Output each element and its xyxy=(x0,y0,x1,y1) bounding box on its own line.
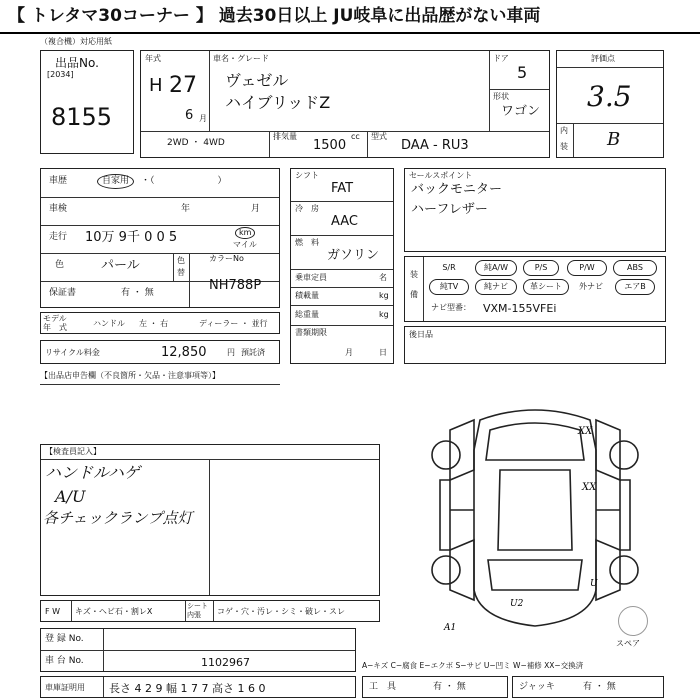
model-label: 型式 xyxy=(371,132,387,141)
load-label: 積載量 xyxy=(295,291,319,300)
interior-grade: B xyxy=(607,129,621,150)
damage-legend: A−キズ C−腐食 E−エクボ S−サビ U−凹ミ W−補修 XX−交換済 xyxy=(362,661,584,670)
rating-score: 3.5 xyxy=(587,80,632,113)
spare-tire-icon xyxy=(618,606,648,636)
handle: 左 ・ 右 xyxy=(139,319,169,328)
equip-pw: P/W xyxy=(567,260,607,276)
seat-options: コゲ・穴・汚レ・シミ・破レ・スレ xyxy=(217,607,345,616)
mark-a1: A1 xyxy=(444,623,457,633)
inspection-label: 車検 xyxy=(49,204,68,214)
history-rest: ・（ ） xyxy=(141,176,227,186)
shift-label: シフト xyxy=(295,171,319,180)
tool-value: 有 ・ 無 xyxy=(433,682,466,692)
drive: 2WD ・ 4WD xyxy=(167,138,225,148)
model: DAA - RU3 xyxy=(401,138,469,153)
inspection-year: 年 xyxy=(181,204,191,214)
seat-label-2: 内張 xyxy=(187,611,201,619)
spare-label: スペア xyxy=(616,639,640,648)
equip-abs: ABS xyxy=(613,260,657,276)
banner-text: 【 トレタマ30コーナー 】 過去30日以上 JU岐阜に出品歴がない車両 xyxy=(8,6,541,26)
ac: AAC xyxy=(331,214,358,229)
rating-box xyxy=(556,50,664,158)
capacity-unit: 名 xyxy=(379,273,387,282)
gross-label: 総重量 xyxy=(295,310,319,319)
equipment-label-2: 備 xyxy=(410,290,418,299)
registration-box xyxy=(40,628,356,672)
mileage: 10万 9千 0 0 5 xyxy=(85,230,178,245)
scratch-options: キズ・ヘビ石・割レX xyxy=(75,607,153,616)
model-year-1: モデル xyxy=(43,314,67,323)
equip-nav: 純ナビ xyxy=(475,279,517,295)
mileage-unit-mile: マイル xyxy=(233,240,257,249)
lot-code: [2034] xyxy=(47,70,74,79)
era: H xyxy=(149,75,163,96)
displacement: 1500 xyxy=(313,138,347,153)
post-date-box xyxy=(404,326,666,364)
displacement-unit: cc xyxy=(351,132,360,141)
handle-row xyxy=(40,312,280,334)
equipment-label-1: 装 xyxy=(410,270,418,279)
sales-point-2: ハーフレザー xyxy=(411,202,488,217)
seat-label-1: シート xyxy=(187,602,208,610)
inspector-note-3: 各チェックランプ点灯 xyxy=(43,509,193,527)
chassis-label: 車 台 No. xyxy=(45,656,84,666)
history-label: 車歴 xyxy=(49,176,68,186)
color-label: 色 xyxy=(55,260,65,270)
nav-model-label: ナビ型番： xyxy=(431,303,471,312)
remarks-area xyxy=(40,370,280,430)
inspector-title: 【検査員記入】 xyxy=(45,447,101,456)
car-name: ヴェゼル xyxy=(225,71,289,90)
year-label: 年式 xyxy=(145,54,161,63)
shape: ワゴン xyxy=(501,104,541,119)
cert-label: 車庫証明用 xyxy=(45,683,85,692)
docs-label: 書類期限 xyxy=(295,328,327,337)
condition-row xyxy=(40,600,380,622)
gross-unit: kg xyxy=(379,310,389,319)
equip-sr: S/R xyxy=(442,263,456,272)
history-box xyxy=(40,168,280,308)
lot-box xyxy=(40,50,134,154)
tool-label: 工 具 xyxy=(369,682,397,692)
garage-cert-row xyxy=(40,676,356,698)
car-outline-svg xyxy=(410,390,660,640)
mileage-label: 走行 xyxy=(49,232,68,242)
interior-label-2: 装 xyxy=(560,142,568,151)
sales-point-1: バックモニター xyxy=(411,182,503,197)
fuel: ガソリン xyxy=(327,248,380,263)
docs-day: 日 xyxy=(379,348,387,357)
equipment-box xyxy=(404,256,666,322)
color-no-label: カラーNo xyxy=(209,254,244,263)
interior-label-1: 内 xyxy=(560,126,568,135)
tools-box xyxy=(362,676,508,698)
sales-points-label: セールスポイント xyxy=(409,171,473,180)
docs-unit: 月 xyxy=(345,348,353,357)
shape-label: 形状 xyxy=(493,92,509,101)
recycle-unit: 円 xyxy=(227,348,235,357)
color-change-1: 色 xyxy=(177,256,185,265)
shift: FAT xyxy=(331,181,354,196)
warranty: 有 ・ 無 xyxy=(121,288,154,298)
inspector-note-2: A/U xyxy=(55,487,86,506)
model-year-2: 年 式 xyxy=(43,323,67,332)
year: 27 xyxy=(169,73,197,98)
remarks-title: 【出品店申告欄（不良箇所・欠品・注意事項等）】 xyxy=(40,371,220,380)
color-change-2: 替 xyxy=(177,268,185,277)
vehicle-box xyxy=(140,50,550,158)
capacity-label: 乗車定員 xyxy=(295,273,327,282)
color: パール xyxy=(101,258,140,273)
mark-u: U xyxy=(590,579,598,589)
fw-label: F W xyxy=(45,607,61,616)
recycle-label: リサイクル料金 xyxy=(45,348,100,357)
post-date-label: 後日品 xyxy=(409,330,433,339)
header-banner xyxy=(0,0,700,34)
doors: 5 xyxy=(517,63,528,82)
month-unit: 月 xyxy=(199,114,207,123)
recycle-amount: 12,850 xyxy=(161,345,207,360)
history-value: 自家用 xyxy=(97,174,134,189)
equip-leather: 革シート xyxy=(523,279,569,295)
doors-label: ドア xyxy=(493,54,509,63)
name-label: 車名・グレード xyxy=(213,54,269,63)
sales-points-box xyxy=(404,168,666,252)
load-unit: kg xyxy=(379,291,389,300)
sub-label: （複合機）対応用紙 xyxy=(40,37,112,46)
inspection-month: 月 xyxy=(251,204,261,214)
lot-label: 出品No. xyxy=(55,56,99,70)
month: 6 xyxy=(185,108,194,123)
inspector-note-1: ハンドルハゲ xyxy=(45,463,140,482)
recycle-note: 預託済 xyxy=(241,348,265,357)
rating-label: 評価点 xyxy=(591,54,615,63)
handle-label: ハンドル xyxy=(93,319,125,328)
equip-aw: 純A/W xyxy=(475,260,517,276)
mileage-unit-km: km xyxy=(235,227,255,239)
vehicle-damage-diagram xyxy=(410,390,660,640)
equip-ps: P/S xyxy=(523,260,559,276)
inspector-box xyxy=(40,444,380,596)
fuel-label: 燃 料 xyxy=(295,238,319,247)
equip-ext-nav: 外ナビ xyxy=(579,282,603,291)
displacement-label: 排気量 xyxy=(273,132,297,141)
jack-box xyxy=(512,676,664,698)
chassis-number: 1102967 xyxy=(201,656,250,669)
jack-label: ジャッキ xyxy=(519,682,555,692)
dealer-label: ディーラー ・ 並行 xyxy=(199,319,268,328)
equip-airbag: エアB xyxy=(615,279,655,295)
mark-u2: U2 xyxy=(510,599,524,609)
car-grade: ハイブリッドZ xyxy=(225,93,331,112)
reg-label: 登 録 No. xyxy=(45,634,84,644)
mark-xx-1: XX xyxy=(578,426,593,437)
mark-xx-2: XX xyxy=(582,482,597,493)
jack-value: 有 ・ 無 xyxy=(583,682,616,692)
equip-tv: 純TV xyxy=(429,279,469,295)
specs-box xyxy=(290,168,394,364)
nav-model: VXM-155VFEi xyxy=(483,302,557,315)
warranty-label: 保証書 xyxy=(49,288,77,298)
dimensions: 長さ 4 2 9 幅 1 7 7 高さ 1 6 0 xyxy=(109,682,266,695)
color-no: NH788P xyxy=(209,278,262,293)
ac-label: 冷 房 xyxy=(295,204,319,213)
recycle-row xyxy=(40,340,280,364)
lot-number: 8155 xyxy=(51,103,113,131)
